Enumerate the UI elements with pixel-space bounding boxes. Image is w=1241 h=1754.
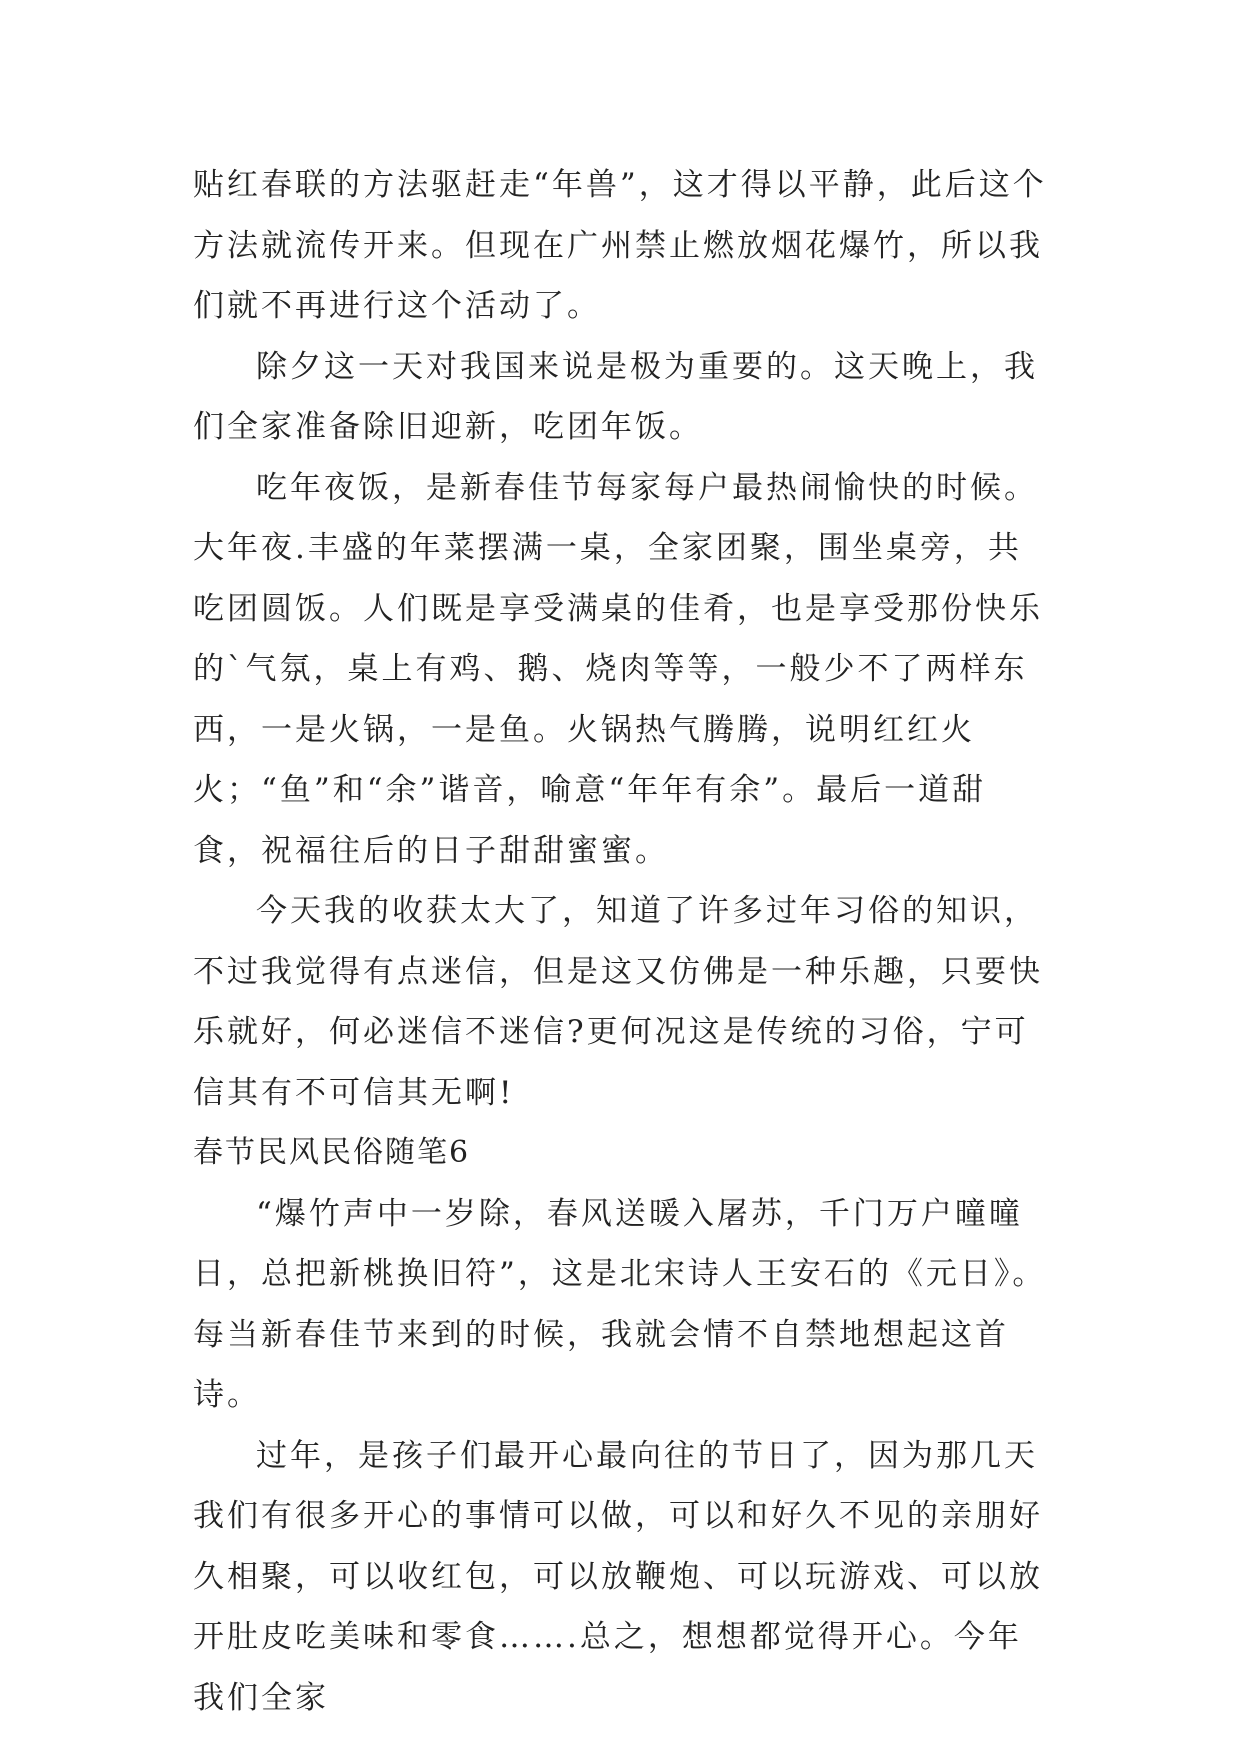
- paragraph-continued: 贴红春联的方法驱赶走“年兽”，这才得以平静，此后这个方法就流传开来。但现在广州禁止燃放烟花爆竹，所以我们就不再进行这个活动了。: [193, 167, 1047, 324]
- paragraph-children: 过年，是孩子们最开心最向往的节日了，因为那几天我们有很多开心的事情可以做，可以和好久不见的亲朋好久相聚，可以收红包，可以放鞭炮、可以玩游戏、可以放开肚皮吃美味和零食…….总之，想想都觉得开心。今年我们全家: [193, 1437, 1043, 1716]
- paragraph-reflection: 今天我的收获太大了，知道了许多过年习俗的知识，不过我觉得有点迷信，但是这又仿佛是一种乐趣，只要快乐就好，何必迷信不迷信?更何况这是传统的习俗，宁可信其有不可信其无啊!: [193, 893, 1043, 1111]
- document-body: [193, 155, 1053, 1728]
- paragraph-reunion-dinner: 吃年夜饭，是新春佳节每家每户最热闹愉快的时候。大年夜.丰盛的年菜摆满一桌，全家团聚，围坐桌旁，共吃团圆饭。人们既是享受满桌的佳肴，也是享受那份快乐的`气氛，桌上有鸡、鹅、烧肉等等，一般少不了两样东西，一是火锅，一是鱼。火锅热气腾腾，说明红红火火；“鱼”和“余”谐音，喻意“年年有余”。最后一道甜食，祝福往后的日子甜甜蜜蜜。: [193, 469, 1043, 869]
- paragraph-poem: “爆竹声中一岁除，春风送暖入屠苏，千门万户曈曈日，总把新桃换旧符”，这是北宋诗人王安石的《元日》。每当新春佳节来到的时候，我就会情不自禁地想起这首诗。: [193, 1195, 1047, 1413]
- section-heading: 春节民风民俗随笔6: [193, 1135, 471, 1170]
- paragraph-new-years-eve: 除夕这一天对我国来说是极为重要的。这天晚上，我们全家准备除旧迎新，吃团年饭。: [193, 348, 1038, 445]
